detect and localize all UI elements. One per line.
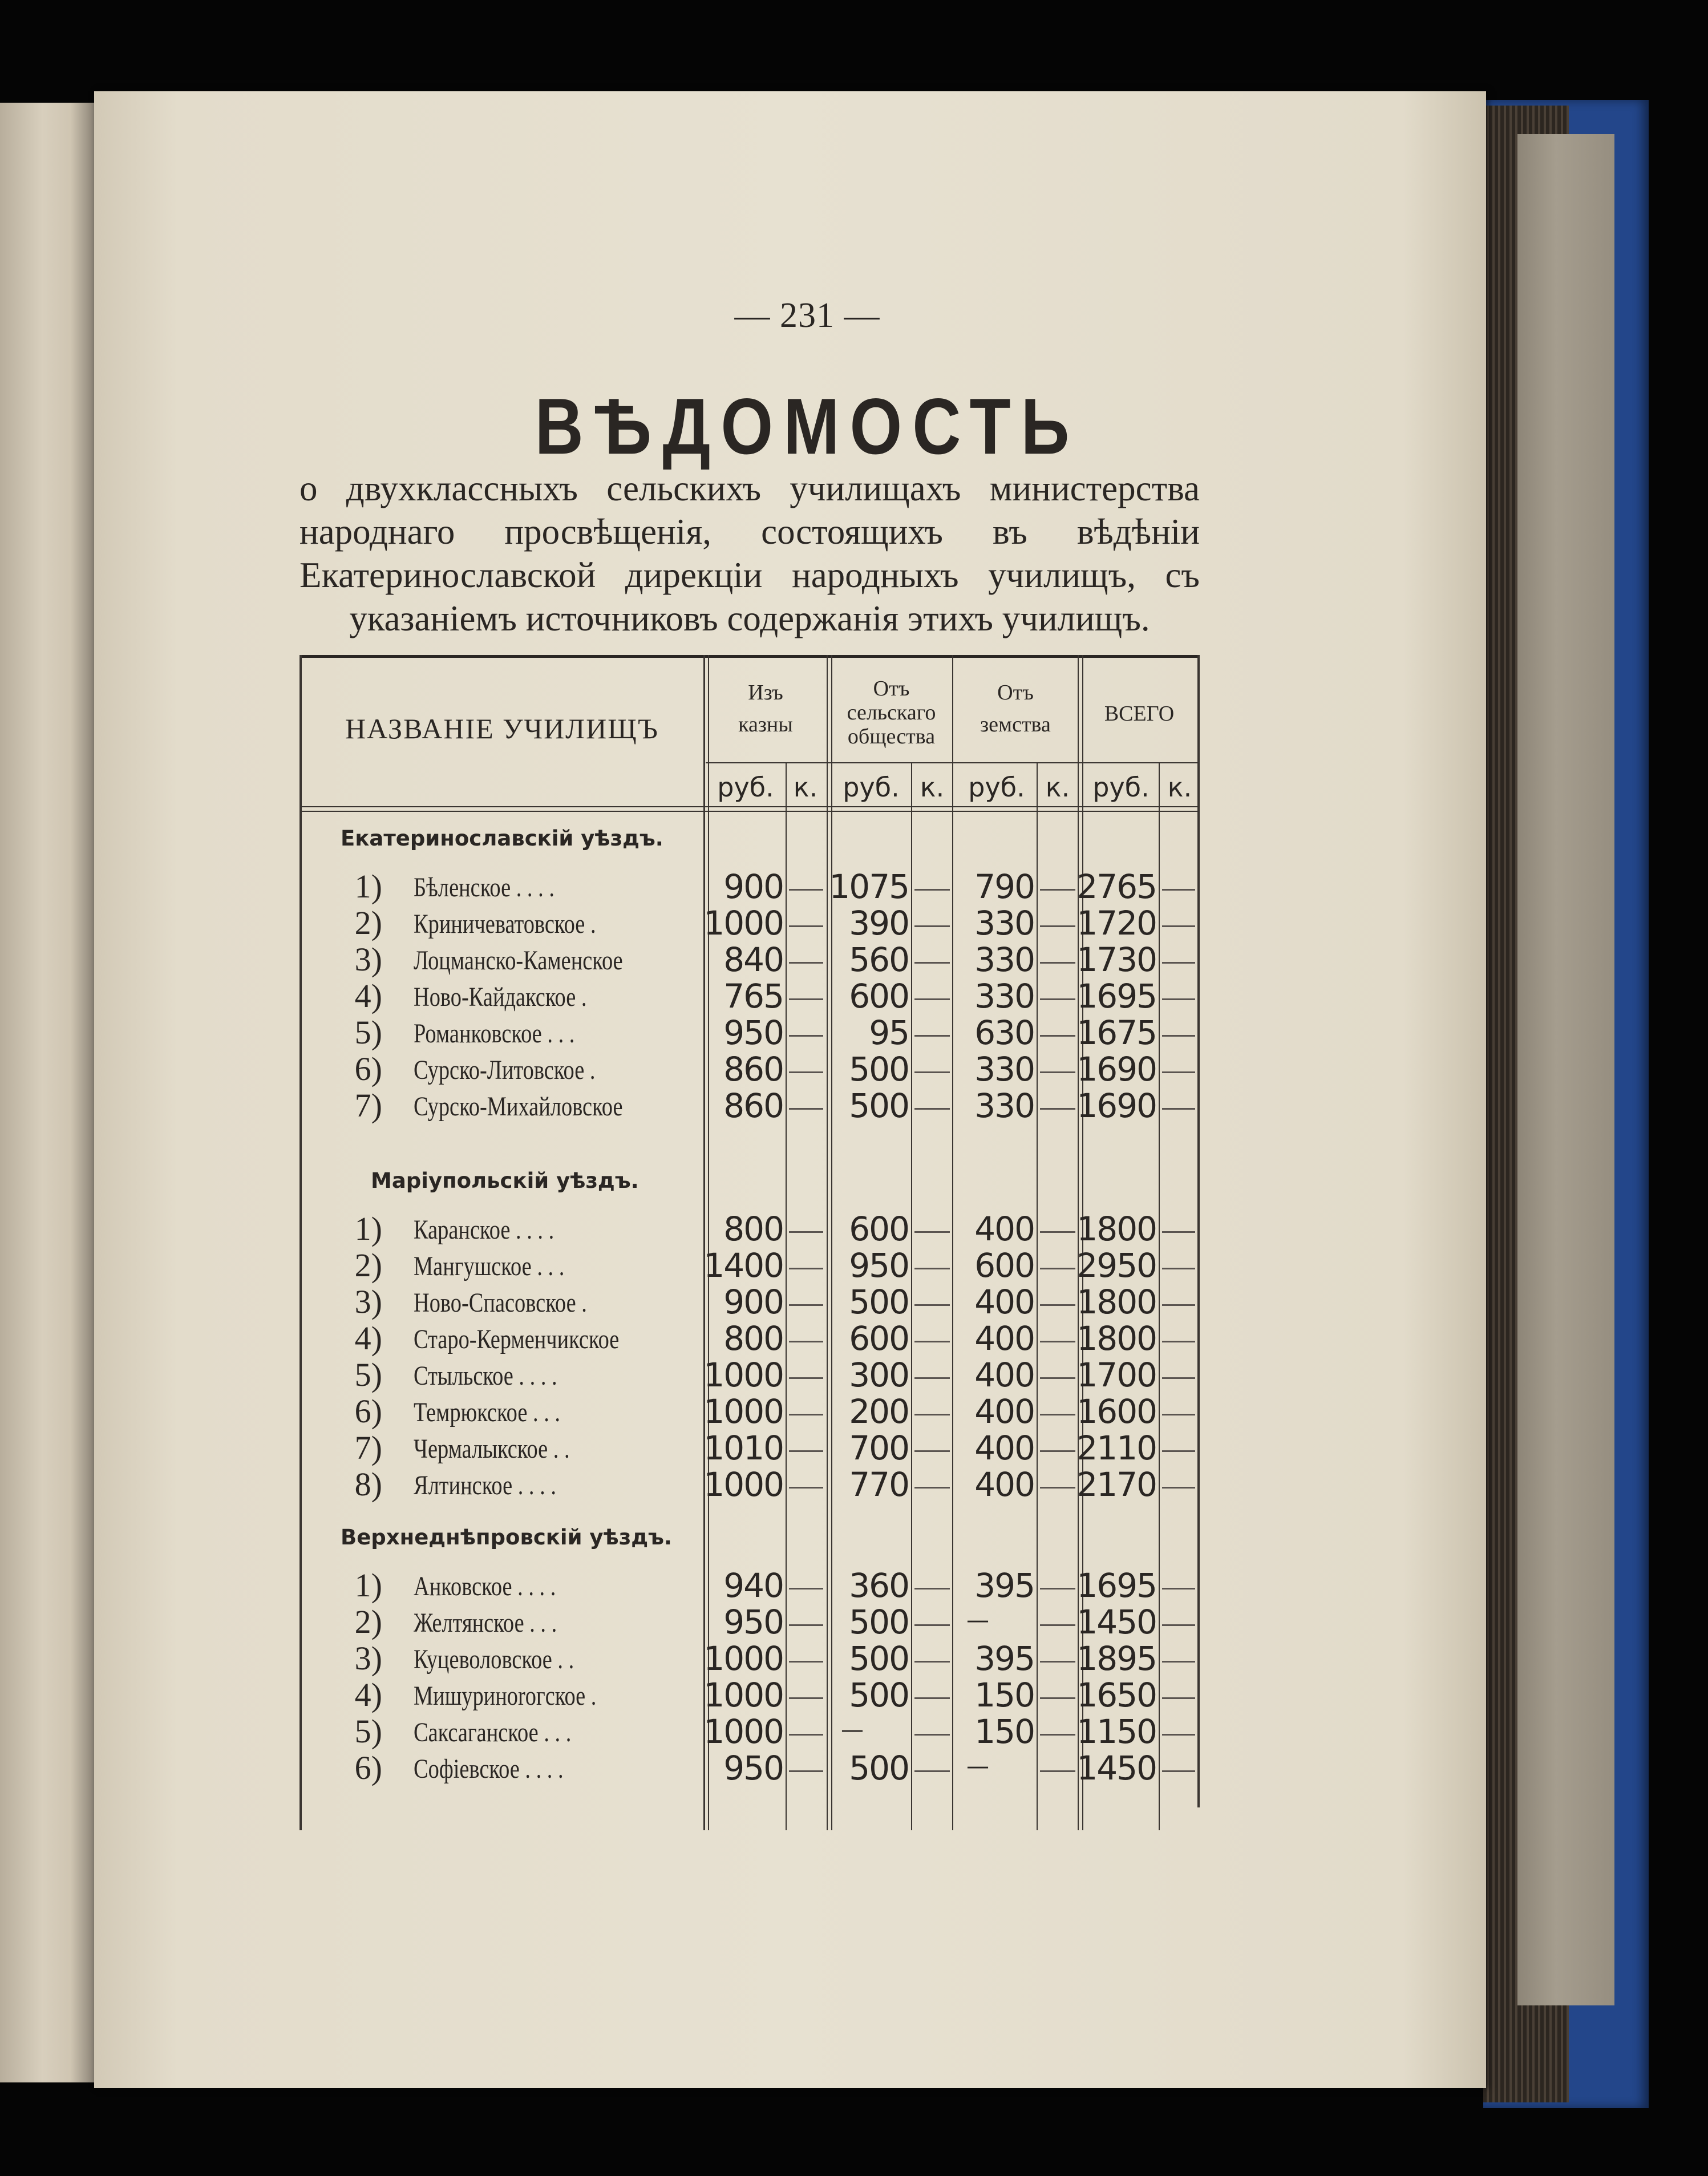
kopeck-dash [1162, 1341, 1195, 1342]
cell-kazna: 950 [723, 1603, 783, 1641]
cell-total: 1675 [1076, 1013, 1156, 1052]
unit-total-kop: к. [1167, 772, 1192, 803]
header-obshchestvo-line3: общества [847, 725, 936, 749]
unit-total-rub: руб. [1092, 772, 1150, 803]
cell-zemstvo: 330 [974, 904, 1034, 943]
header-rule [706, 762, 1200, 763]
cell-zemstvo: 395 [974, 1566, 1034, 1605]
row-number: 4) [354, 1676, 382, 1713]
schools-table [299, 655, 1200, 1830]
row-number: 1) [354, 868, 382, 905]
kopeck-dash [1162, 1377, 1195, 1379]
cell-obshch: 1075 [829, 867, 909, 906]
school-name: Ялтинское . . . . [414, 1470, 556, 1500]
header-total: ВСЕГО [1104, 702, 1175, 726]
cell-obshch: 700 [849, 1429, 909, 1467]
cell-zemstvo: 630 [974, 1013, 1034, 1052]
school-name: Саксаганское . . . [414, 1717, 572, 1748]
cell-total: 1450 [1076, 1749, 1156, 1787]
cell-kazna: 1400 [703, 1246, 783, 1285]
header-kazna-line2: казны [738, 713, 793, 737]
row-number: 1) [354, 1567, 382, 1604]
cell-kazna: 1000 [703, 1676, 783, 1714]
row-number: 5) [354, 1713, 382, 1750]
table-top-rule [299, 655, 1200, 658]
table-vertical-rule [299, 655, 302, 1830]
cell-kazna: 800 [723, 1210, 783, 1248]
cell-kazna: 940 [723, 1566, 783, 1605]
kopeck-dash [1162, 1268, 1195, 1269]
school-name: Стыльское . . . . [414, 1361, 557, 1391]
cell-obshch: 600 [849, 977, 909, 1016]
cell-kazna: 1000 [703, 904, 783, 943]
cell-kazna: 860 [723, 1086, 783, 1125]
cell-zemstvo: 150 [974, 1676, 1034, 1714]
cell-obshch: 360 [849, 1566, 909, 1605]
header-school-name: НАЗВАНІЕ УЧИЛИЩЪ [345, 713, 659, 745]
cell-zemstvo: 395 [974, 1639, 1034, 1678]
cell-total: 2950 [1076, 1246, 1156, 1285]
cell-zemstvo: 400 [974, 1210, 1034, 1248]
kopeck-dash [1162, 1035, 1195, 1037]
table-vertical-rule [1037, 763, 1038, 1830]
cell-obshch: 500 [849, 1050, 909, 1089]
school-name: Мишуриноrогское . [414, 1681, 597, 1711]
cell-total: 1895 [1076, 1639, 1156, 1678]
kopeck-dash [1162, 1624, 1195, 1626]
kopeck-dash [1162, 962, 1195, 964]
row-number: 5) [354, 1356, 382, 1393]
cell-kazna: 800 [723, 1319, 783, 1358]
row-number: 6) [354, 1393, 382, 1430]
school-name: Мангушское . . . [414, 1251, 565, 1281]
cell-obshch: 500 [849, 1749, 909, 1787]
cell-total: 1800 [1076, 1210, 1156, 1248]
table-vertical-rule [786, 763, 787, 1830]
cell-obshch: 500 [849, 1603, 909, 1641]
row-number: 3) [354, 941, 382, 978]
cell-kazna: 1010 [703, 1429, 783, 1467]
cell-obshch: 500 [849, 1283, 909, 1321]
header-kazna-line1: Изъ [748, 681, 783, 705]
school-name: Сурско-Литовское . [414, 1055, 596, 1085]
cell-total: 2170 [1076, 1465, 1156, 1504]
row-number: 7) [354, 1429, 382, 1466]
cell-obshch: 560 [849, 940, 909, 979]
row-number: 5) [354, 1014, 382, 1051]
cell-total: 1450 [1076, 1603, 1156, 1641]
school-name: Старо-Керменчикское [414, 1324, 620, 1354]
school-name: Желтянское . . . [414, 1608, 557, 1638]
cell-obshch: 500 [849, 1639, 909, 1678]
row-number: 8) [354, 1466, 382, 1503]
cell-obshch: — [841, 1717, 863, 1743]
row-number: 3) [354, 1283, 382, 1320]
kopeck-dash [1162, 1487, 1195, 1489]
kopeck-dash [1162, 1770, 1195, 1772]
kopeck-dash [1162, 1734, 1195, 1736]
cell-obshch: 770 [849, 1465, 909, 1504]
row-number: 4) [354, 1320, 382, 1357]
kopeck-dash [1162, 925, 1195, 927]
kopeck-dash [1162, 1414, 1195, 1415]
cell-obshch: 600 [849, 1319, 909, 1358]
kopeck-dash [1162, 1450, 1195, 1452]
district-heading: Екатеринославскій уѣздъ. [341, 826, 663, 851]
school-name: Криничеватовское . [414, 909, 596, 939]
cell-kazna: 1000 [703, 1392, 783, 1431]
cell-total: 2110 [1076, 1429, 1156, 1467]
kopeck-dash [1162, 998, 1195, 1000]
row-number: 2) [354, 1603, 382, 1640]
cell-total: 1700 [1076, 1356, 1156, 1394]
kopeck-dash [1162, 1661, 1195, 1663]
school-name: Ново-Спасовское . [414, 1288, 587, 1318]
cell-zemstvo: 400 [974, 1283, 1034, 1321]
school-name: Каранское . . . . [414, 1215, 555, 1245]
document-subtitle: о двухклассныхъ сельскихъ училищахъ министерства народнаго просвѣщенія, состоящихъ въ вѣдѣніи Екатеринославской дирекціи народныхъ училищъ, съ указаніемъ источниковъ содержанія этихъ училищъ. [299, 468, 1200, 638]
cell-obshch: 600 [849, 1210, 909, 1248]
cell-zemstvo: 400 [974, 1356, 1034, 1394]
row-number: 6) [354, 1749, 382, 1786]
row-number: 4) [354, 977, 382, 1014]
school-name: Куцеволовское . . [414, 1644, 574, 1675]
cell-zemstvo: — [966, 1607, 988, 1633]
cell-kazna: 1000 [703, 1712, 783, 1751]
cell-total: 1690 [1076, 1050, 1156, 1089]
cell-kazna: 1000 [703, 1639, 783, 1678]
cell-obshch: 950 [849, 1246, 909, 1285]
cell-kazna: 900 [723, 1283, 783, 1321]
cell-kazna: 860 [723, 1050, 783, 1089]
school-name: Темрюкское . . . [414, 1397, 560, 1427]
cell-total: 1800 [1076, 1283, 1156, 1321]
header-zemstvo-line1: Отъ [997, 681, 1034, 705]
cell-zemstvo: 330 [974, 1086, 1034, 1125]
district-heading: Верхнеднѣпровскій уѣздъ. [341, 1525, 672, 1550]
unit-obshch-kop: к. [920, 772, 945, 803]
unit-zemstvo-kop: к. [1045, 772, 1070, 803]
row-number: 2) [354, 1247, 382, 1284]
cell-zemstvo: 600 [974, 1246, 1034, 1285]
cell-zemstvo: — [966, 1753, 988, 1779]
cell-kazna: 1000 [703, 1465, 783, 1504]
cell-obshch: 200 [849, 1392, 909, 1431]
header-obshchestvo-line1: Отъ [873, 677, 910, 701]
cell-total: 1800 [1076, 1319, 1156, 1358]
kopeck-dash [1162, 1071, 1195, 1073]
table-vertical-rule [1159, 763, 1160, 1830]
document-title: ВѢДОМОСТЬ [535, 382, 1080, 471]
cell-total: 1650 [1076, 1676, 1156, 1714]
school-name: Лоцманско-Каменское [414, 945, 623, 976]
unit-zemstvo-rub: руб. [968, 772, 1025, 803]
cell-kazna: 950 [723, 1749, 783, 1787]
cell-obshch: 95 [869, 1013, 909, 1052]
header-obshchestvo-line2: сельскаго [847, 701, 936, 725]
header-zemstvo [956, 681, 1075, 737]
cell-total: 1720 [1076, 904, 1156, 943]
cell-zemstvo: 330 [974, 1050, 1034, 1089]
cell-total: 1695 [1076, 977, 1156, 1016]
row-number: 7) [354, 1087, 382, 1124]
school-name: Бѣленское . . . . [414, 872, 555, 903]
header-zemstvo-line2: земства [980, 713, 1051, 737]
unit-obshch-rub: руб. [843, 772, 900, 803]
school-name: Анковское . . . . [414, 1571, 556, 1601]
cell-kazna: 950 [723, 1013, 783, 1052]
cell-total: 1150 [1076, 1712, 1156, 1751]
cell-zemstvo: 400 [974, 1429, 1034, 1467]
row-number: 3) [354, 1640, 382, 1677]
unit-kazna-kop: к. [793, 772, 818, 803]
kopeck-dash [1162, 1697, 1195, 1699]
header-bottom-rule [299, 811, 1200, 812]
cell-obshch: 390 [849, 904, 909, 943]
table-vertical-rule [1197, 655, 1200, 1807]
header-bottom-rule [299, 806, 1200, 807]
cell-zemstvo: 150 [974, 1712, 1034, 1751]
cell-total: 1690 [1076, 1086, 1156, 1125]
cell-kazna: 1000 [703, 1356, 783, 1394]
kopeck-dash [1162, 1304, 1195, 1306]
cell-kazna: 840 [723, 940, 783, 979]
kopeck-dash [1162, 1588, 1195, 1589]
school-name: Ново-Кайдакское . [414, 982, 587, 1012]
cell-obshch: 500 [849, 1676, 909, 1714]
row-number: 2) [354, 904, 382, 941]
cell-total: 2765 [1076, 867, 1156, 906]
page-number: — 231 — [734, 296, 880, 335]
table-vertical-rule [911, 763, 912, 1830]
cell-zemstvo: 330 [974, 977, 1034, 1016]
cell-zemstvo: 330 [974, 940, 1034, 979]
cell-zemstvo: 400 [974, 1465, 1034, 1504]
cell-total: 1600 [1076, 1392, 1156, 1431]
header-kazna [706, 681, 825, 737]
district-heading: Маріупольскій уѣздъ. [371, 1168, 639, 1193]
cell-total: 1695 [1076, 1566, 1156, 1605]
kopeck-dash [1162, 1231, 1195, 1233]
row-number: 1) [354, 1210, 382, 1247]
cell-total: 1730 [1076, 940, 1156, 979]
header-obshchestvo [830, 677, 953, 749]
cell-zemstvo: 400 [974, 1392, 1034, 1431]
school-name: Романковское . . . [414, 1018, 575, 1049]
cell-zemstvo: 400 [974, 1319, 1034, 1358]
school-name: Сурско-Михайловское [414, 1091, 623, 1122]
cell-obshch: 300 [849, 1356, 909, 1394]
cell-zemstvo: 790 [974, 867, 1034, 906]
unit-kazna-rub: руб. [717, 772, 774, 803]
kopeck-dash [1162, 1108, 1195, 1110]
cell-kazna: 900 [723, 867, 783, 906]
cell-obshch: 500 [849, 1086, 909, 1125]
school-name: Софіевское . . . . [414, 1754, 564, 1784]
row-number: 6) [354, 1050, 382, 1087]
school-name: Чермалыкское . . [414, 1434, 570, 1464]
cell-kazna: 765 [723, 977, 783, 1016]
kopeck-dash [1162, 889, 1195, 891]
